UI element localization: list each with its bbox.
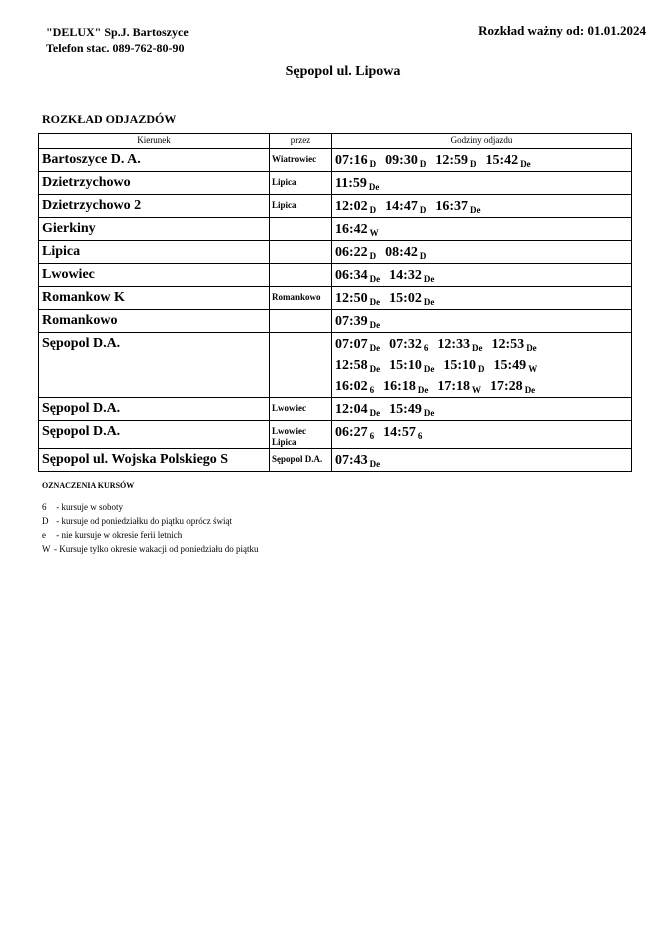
destination-cell: Gierkiny bbox=[39, 218, 270, 241]
departure-line bbox=[335, 376, 629, 397]
course-code: De bbox=[369, 459, 381, 469]
departure-time bbox=[490, 377, 535, 400]
via-cell bbox=[270, 287, 332, 310]
legend-item bbox=[42, 500, 258, 514]
departure-time-value: 12:50 bbox=[335, 291, 368, 306]
departure-time-value: 14:57 bbox=[383, 425, 416, 440]
via-cell bbox=[270, 333, 332, 398]
departure-line bbox=[335, 399, 629, 420]
departure-time-value: 17:18 bbox=[437, 379, 471, 394]
destination-cell: Romankowo bbox=[39, 310, 270, 333]
departure-time-value: 17:28 bbox=[490, 379, 523, 394]
departures-cell bbox=[332, 421, 632, 449]
via-cell bbox=[270, 310, 332, 333]
departures-cell bbox=[332, 218, 632, 241]
departures-cell bbox=[332, 195, 632, 218]
destination-cell: Sępopol D.A. bbox=[39, 333, 270, 398]
company-name: "DELUX" Sp.J. Bartoszyce bbox=[46, 25, 189, 39]
departure-time-value: 15:10 bbox=[443, 358, 477, 373]
departures-cell bbox=[332, 149, 632, 172]
column-header-destination: Kierunek bbox=[39, 134, 270, 149]
departure-time-value: 11:59 bbox=[335, 176, 367, 191]
validity-date: Rozkład ważny od: 01.01.2024 bbox=[478, 23, 646, 38]
departure-time bbox=[437, 377, 481, 400]
course-code: W bbox=[472, 385, 482, 395]
destination-cell: Sępopol ul. Wojska Polskiego S bbox=[39, 449, 270, 472]
departure-line bbox=[335, 242, 629, 263]
departure-time-value: 07:43 bbox=[335, 453, 368, 468]
departures-cell bbox=[332, 398, 632, 421]
legend-item bbox=[42, 542, 258, 556]
table-row bbox=[39, 149, 632, 172]
via-cell bbox=[270, 449, 332, 472]
departure-time bbox=[335, 151, 376, 174]
departure-line bbox=[335, 219, 629, 240]
table-row bbox=[39, 172, 632, 195]
departure-time bbox=[335, 220, 379, 243]
departure-time bbox=[335, 451, 380, 474]
legend-text: - kursuje od poniedziałku do piątku oprócz świąt bbox=[54, 516, 232, 526]
departure-line bbox=[335, 288, 629, 309]
via-stop: Lipica bbox=[272, 177, 297, 187]
legend-text: - nie kursuje w okresie ferii letnich bbox=[54, 530, 183, 540]
departure-line bbox=[335, 173, 629, 194]
legend-code: D bbox=[42, 516, 49, 526]
course-code: 6 bbox=[417, 431, 423, 441]
via-stop: Sępopol D.A. bbox=[272, 454, 323, 464]
course-code: De bbox=[368, 182, 380, 192]
table-row bbox=[39, 310, 632, 333]
legend-text: - kursuje w soboty bbox=[54, 502, 123, 512]
via-stop: Lwowiec bbox=[272, 426, 306, 436]
departures-cell bbox=[332, 172, 632, 195]
via-cell bbox=[270, 421, 332, 449]
departure-time-value: 16:02 bbox=[335, 379, 368, 394]
destination-cell: Dzietrzychowo 2 bbox=[39, 195, 270, 218]
destination-cell: Lwowiec bbox=[39, 264, 270, 287]
destination-cell: Sępopol D.A. bbox=[39, 421, 270, 449]
course-code: De bbox=[423, 364, 435, 374]
departure-time-value: 07:07 bbox=[335, 337, 368, 352]
departure-time bbox=[389, 289, 434, 312]
departures-cell bbox=[332, 449, 632, 472]
departure-time-value: 06:22 bbox=[335, 245, 368, 260]
timetable-header-row bbox=[39, 134, 632, 149]
departure-time-value: 06:34 bbox=[335, 268, 368, 283]
destination-cell: Dzietrzychowo bbox=[39, 172, 270, 195]
via-cell bbox=[270, 149, 332, 172]
departure-line bbox=[335, 265, 629, 286]
course-code: D bbox=[419, 205, 427, 215]
timetable bbox=[38, 133, 632, 472]
departure-time bbox=[383, 423, 422, 446]
via-cell bbox=[270, 195, 332, 218]
destination-cell: Romankow K bbox=[39, 287, 270, 310]
course-code: D bbox=[470, 159, 477, 169]
company-phone: Telefon stac. 089-762-80-90 bbox=[46, 41, 185, 55]
departure-line bbox=[335, 450, 629, 471]
departure-time-value: 12:02 bbox=[335, 199, 368, 214]
legend bbox=[42, 500, 258, 556]
course-code: 6 bbox=[369, 385, 375, 395]
course-code: De bbox=[423, 408, 435, 418]
course-code: D bbox=[419, 251, 427, 261]
legend-title: OZNACZENIA KURSÓW bbox=[42, 481, 135, 490]
departure-line bbox=[335, 334, 629, 355]
departures-cell bbox=[332, 310, 632, 333]
departure-time-value: 07:32 bbox=[389, 337, 422, 352]
departure-time-value: 15:10 bbox=[389, 358, 422, 373]
course-code: De bbox=[520, 159, 531, 169]
destination-cell: Bartoszyce D. A. bbox=[39, 149, 270, 172]
departure-time bbox=[335, 289, 380, 312]
departure-line bbox=[335, 196, 629, 217]
course-code: W bbox=[369, 228, 379, 238]
departure-time bbox=[335, 174, 379, 197]
course-code: D bbox=[369, 159, 377, 169]
departure-time bbox=[335, 197, 376, 220]
departure-time bbox=[335, 377, 374, 400]
table-row bbox=[39, 218, 632, 241]
departure-line bbox=[335, 422, 629, 443]
via-cell bbox=[270, 398, 332, 421]
departure-time bbox=[435, 151, 476, 174]
course-code: De bbox=[369, 408, 381, 418]
table-row bbox=[39, 241, 632, 264]
course-code: 6 bbox=[423, 343, 429, 353]
legend-code: 6 bbox=[42, 502, 47, 512]
via-stop: Lipica bbox=[272, 200, 297, 210]
departure-time-value: 15:49 bbox=[389, 402, 422, 417]
course-code: De bbox=[472, 343, 483, 353]
table-row bbox=[39, 264, 632, 287]
section-title: ROZKŁAD ODJAZDÓW bbox=[42, 112, 177, 126]
via-cell bbox=[270, 218, 332, 241]
course-code: De bbox=[524, 385, 536, 395]
departures-cell bbox=[332, 241, 632, 264]
course-code: De bbox=[470, 205, 481, 215]
course-code: D bbox=[369, 251, 377, 261]
legend-code: e bbox=[42, 530, 46, 540]
departure-time bbox=[385, 151, 426, 174]
departure-time-value: 15:42 bbox=[485, 153, 519, 168]
departure-time bbox=[389, 400, 434, 423]
course-code: De bbox=[369, 364, 381, 374]
departures-cell bbox=[332, 287, 632, 310]
departure-time-value: 08:42 bbox=[385, 245, 418, 260]
legend-item bbox=[42, 514, 258, 528]
destination-cell: Lipica bbox=[39, 241, 270, 264]
departure-time-value: 16:18 bbox=[383, 379, 416, 394]
departure-line bbox=[335, 355, 629, 376]
departure-time-value: 09:30 bbox=[385, 153, 418, 168]
course-code: D bbox=[478, 364, 485, 374]
departures-cell bbox=[332, 264, 632, 287]
course-code: De bbox=[369, 320, 381, 330]
departure-time bbox=[389, 266, 434, 289]
via-stop: Lwowiec bbox=[272, 403, 306, 413]
departure-time-value: 15:02 bbox=[389, 291, 422, 306]
course-code: De bbox=[369, 297, 381, 307]
departure-line bbox=[335, 150, 629, 171]
departure-time bbox=[383, 377, 428, 400]
course-code: D bbox=[369, 205, 377, 215]
legend-text: - Kursuje tylko okresie wakacji od poniedziału do piątku bbox=[54, 544, 259, 554]
via-cell bbox=[270, 264, 332, 287]
via-stop: Wiatrowiec bbox=[272, 154, 317, 164]
departure-time-value: 15:49 bbox=[493, 358, 527, 373]
course-code: De bbox=[423, 274, 435, 284]
course-code: D bbox=[419, 159, 427, 169]
via-stop: Romankowo bbox=[272, 292, 321, 302]
departure-time bbox=[335, 266, 380, 289]
table-row bbox=[39, 333, 632, 398]
course-code: De bbox=[369, 343, 381, 353]
legend-item bbox=[42, 528, 258, 542]
course-code: De bbox=[423, 297, 435, 307]
departure-time bbox=[385, 243, 426, 266]
course-code: De bbox=[417, 385, 429, 395]
table-row bbox=[39, 449, 632, 472]
departure-time-value: 12:53 bbox=[491, 337, 525, 352]
column-header-via: przez bbox=[270, 134, 332, 149]
departure-time bbox=[335, 312, 380, 335]
course-code: 6 bbox=[369, 431, 375, 441]
course-code: De bbox=[526, 343, 537, 353]
departure-line bbox=[335, 311, 629, 332]
table-row bbox=[39, 287, 632, 310]
departure-time bbox=[385, 197, 426, 220]
departure-time bbox=[486, 151, 531, 174]
departure-time-value: 06:27 bbox=[335, 425, 368, 440]
course-code: W bbox=[528, 364, 538, 374]
departure-time-value: 07:39 bbox=[335, 314, 368, 329]
table-row bbox=[39, 421, 632, 449]
stop-name: Sępopol ul. Lipowa bbox=[285, 64, 401, 79]
column-header-departures: Godziny odjazdu bbox=[332, 134, 632, 149]
departure-time-value: 16:37 bbox=[435, 199, 469, 214]
table-row bbox=[39, 398, 632, 421]
departure-time bbox=[435, 197, 480, 220]
via-stop: Lipica bbox=[272, 437, 297, 447]
departure-time-value: 12:04 bbox=[335, 402, 368, 417]
departure-time-value: 12:59 bbox=[435, 153, 469, 168]
departure-time bbox=[335, 400, 380, 423]
departure-time-value: 14:32 bbox=[389, 268, 422, 283]
departure-time-value: 12:58 bbox=[335, 358, 368, 373]
departure-time-value: 07:16 bbox=[335, 153, 368, 168]
via-cell bbox=[270, 172, 332, 195]
departures-cell bbox=[332, 333, 632, 398]
table-row bbox=[39, 195, 632, 218]
departure-time bbox=[335, 243, 376, 266]
via-cell bbox=[270, 241, 332, 264]
course-code: De bbox=[369, 274, 381, 284]
departure-time-value: 12:33 bbox=[437, 337, 471, 352]
departure-time bbox=[335, 423, 374, 446]
company-info bbox=[46, 24, 189, 56]
departure-time-value: 16:42 bbox=[335, 222, 368, 237]
destination-cell: Sępopol D.A. bbox=[39, 398, 270, 421]
legend-code: W bbox=[42, 544, 51, 554]
departure-time-value: 14:47 bbox=[385, 199, 418, 214]
